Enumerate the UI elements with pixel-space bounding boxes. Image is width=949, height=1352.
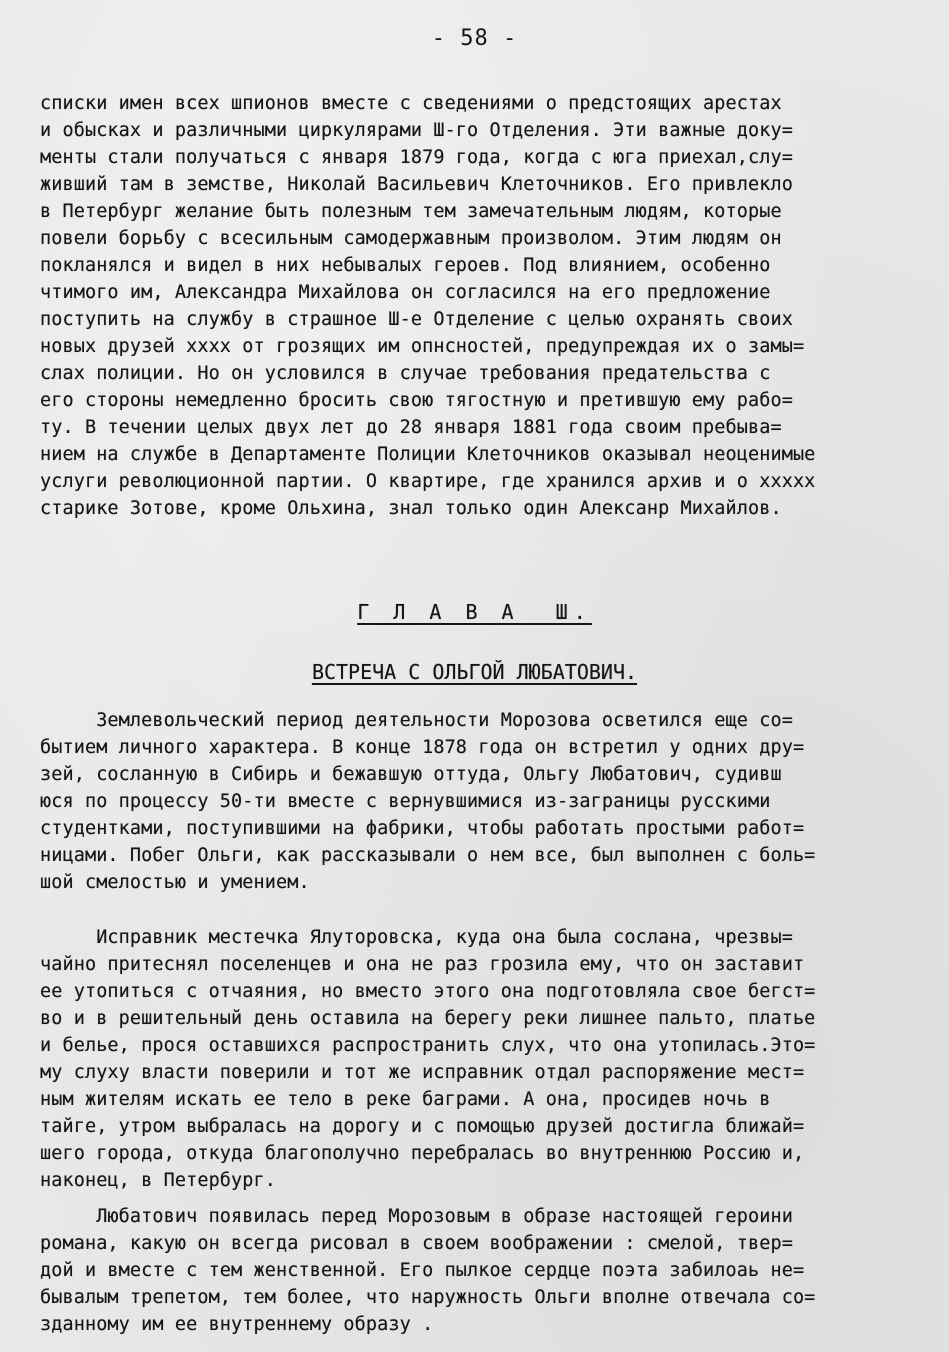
text-line: ту. В течении целых двух лет до 28 января 1881 года своим пребыва=	[40, 417, 782, 438]
text-line: Землевольческий период деятельности Морозова осветился еще со=	[40, 710, 793, 731]
text-line: списки имен всех шпионов вместе с сведениями о предстоящих арестах	[40, 93, 782, 114]
paragraph-3	[40, 924, 815, 1194]
paragraph-2	[40, 707, 815, 896]
paragraph-1	[40, 90, 815, 522]
text-line: в Петербург желание быть полезным тем замечательным людям, которые	[40, 201, 782, 222]
text-line: тайге, утром выбралась на дорогу и с помощью друзей достигла ближай=	[40, 1116, 805, 1137]
paragraph-4	[40, 1203, 815, 1338]
text-line: бытием личного характера. В конце 1878 года он встретил у одних дру=	[40, 737, 805, 758]
text-line: наконец, в Петербург.	[40, 1170, 276, 1191]
text-line: шего города, откуда благополучно перебралась во внутреннюю Россию и,	[40, 1143, 805, 1164]
text-line: покланялся и видел в них небывалых героев. Под влиянием, особенно	[40, 255, 771, 276]
text-line: чайно притеснял поселенцев и она не раз грозила ему, что он заставит	[40, 954, 805, 975]
text-line: живший там в земстве, Николай Васильевич Клеточников. Его привлекло	[40, 174, 793, 195]
text-line: повели борьбу с всесильным самодержавным произволом. Этим людям он	[40, 228, 782, 249]
text-line: му слуху власти поверили и тот же исправник отдал распоряжение мест=	[40, 1062, 805, 1083]
chapter-heading: Г Л А В А Ш.	[357, 600, 592, 624]
text-line: нием на службе в Департаменте Полиции Клеточников оказывал неоценимые	[40, 444, 816, 465]
text-line: студентками, поступившими на фабрики, чтобы работать простыми работ=	[40, 818, 805, 839]
text-line: поступить на службу в страшное Ш-е Отделение с целью охранять своих	[40, 309, 793, 330]
text-line: Любатович появилась перед Морозовым в образе настоящей героини	[40, 1206, 793, 1227]
text-line: романа, какую он всегда рисовал в своем воображении : смелой, твер=	[40, 1233, 793, 1254]
text-line: его стороны немедленно бросить свою тягостную и претившую ему рабо=	[40, 390, 793, 411]
text-line: ным жителям искать ее тело в реке баграми. А она, просидев ночь в	[40, 1089, 771, 1110]
text-line: менты стали получаться с января 1879 года, когда с юга приехал,слу=	[40, 147, 793, 168]
page-number: - 58 -	[431, 26, 518, 51]
text-line: во и в решительный день оставила на берегу реки лишнее пальто, платье	[40, 1008, 816, 1029]
text-line: ницами. Побег Ольги, как рассказывали о нем все, был выполнен с боль=	[40, 845, 816, 866]
text-line: и обысках и различными циркулярами Ш-го Отделения. Эти важные доку=	[40, 120, 793, 141]
text-line: новых друзей xxxx от грозящих им опнсностей, предупреждая их о замы=	[40, 336, 805, 357]
text-line: старике Зотове, кроме Ольхина, знал только один Алексанр Михайлов.	[40, 498, 782, 519]
text-line: услуги революционной партии. О квартире, где хранился архив и о xxxxx	[40, 471, 816, 492]
text-line: зей, сосланную в Сибирь и бежавшую оттуда, Ольгу Любатович, судивш	[40, 764, 782, 785]
text-line: ее утопиться с отчаяния, но вместо этого она подготовляла свое бегст=	[40, 981, 816, 1002]
text-line: дой и вместе с тем женственной. Его пылкое сердце поэта забилоаь не=	[40, 1260, 805, 1281]
text-line: бывалым трепетом, тем более, что наружность Ольги вполне отвечала со=	[40, 1287, 816, 1308]
text-line: и белье, прося оставшихся распространить слух, что она утопилась.Это=	[40, 1035, 816, 1056]
text-line: юся по процессу 50-ти вместе с вернувшимися из-заграницы русскими	[40, 791, 771, 812]
text-line: шой смелостью и умением.	[40, 872, 310, 893]
text-line: Исправник местечка Ялуторовска, куда она была сослана, чрезвы=	[40, 927, 793, 948]
text-line: зданному им ее внутреннему образу .	[40, 1314, 434, 1335]
section-heading: ВСТРЕЧА С ОЛЬГОЙ ЛЮБАТОВИЧ.	[311, 660, 638, 684]
text-line: слах полиции. Но он условился в случае требования предательства с	[40, 363, 771, 384]
text-line: чтимого им, Александра Михайлова он согласился на его предложение	[40, 282, 771, 303]
